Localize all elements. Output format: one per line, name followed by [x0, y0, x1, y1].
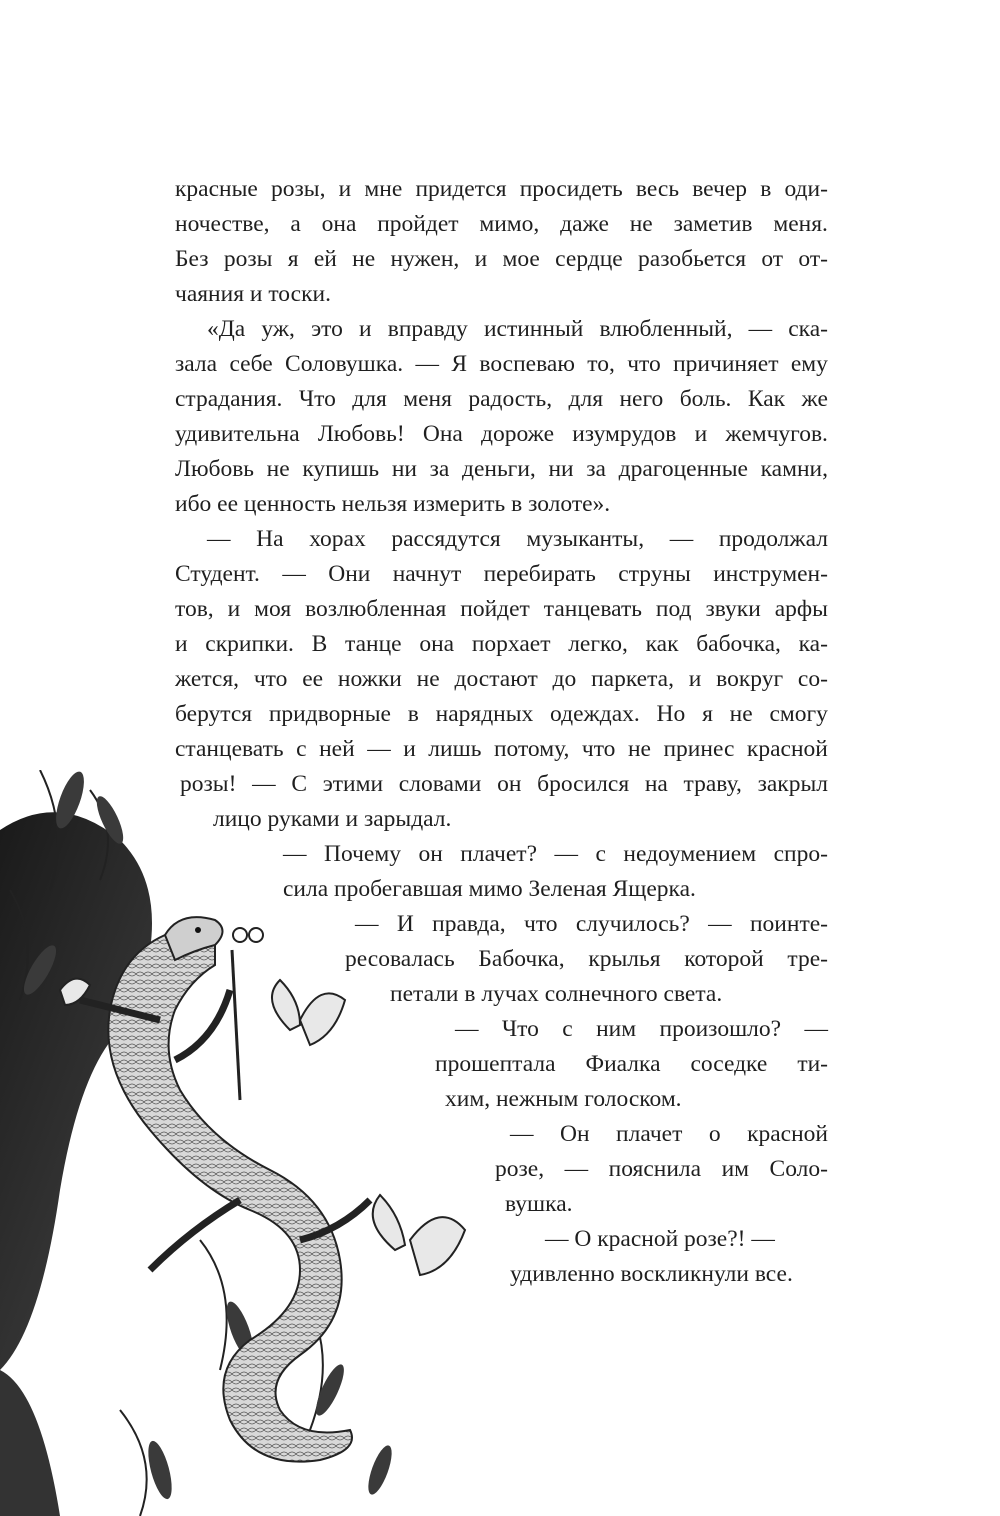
word: — [283, 841, 307, 867]
word: красной [747, 1121, 828, 1147]
word: розы! [180, 771, 237, 797]
word: ка- [798, 631, 828, 657]
word: продолжал [718, 526, 828, 552]
word: — [669, 526, 694, 552]
text-line [175, 489, 610, 519]
word: Она [422, 421, 463, 447]
word: пойдет [460, 596, 530, 622]
text-line [510, 1259, 793, 1289]
word: придется [415, 176, 507, 202]
word: Студент. [175, 561, 260, 587]
word: же [801, 386, 828, 412]
text-line [175, 594, 828, 624]
word: Что [501, 1016, 539, 1042]
word: танце [345, 631, 402, 657]
text-line [207, 524, 828, 554]
text-line [213, 804, 451, 834]
word: Но [656, 701, 686, 727]
word: порхает [471, 631, 551, 657]
word: И [396, 911, 414, 937]
word: ему [790, 351, 828, 377]
line-text: хим, нежным голоском. [445, 1086, 682, 1112]
word: о [708, 1121, 721, 1147]
word: ей [313, 246, 337, 272]
word: скрипки. [205, 631, 294, 657]
word: плачет? [460, 841, 538, 867]
text-line [175, 699, 828, 729]
word: Бабочка, [478, 946, 565, 972]
word: красной [746, 736, 828, 762]
text-line [175, 209, 828, 239]
word: и [694, 421, 708, 447]
word: ти- [797, 1051, 828, 1077]
word: от- [798, 246, 828, 272]
text-line [175, 559, 828, 589]
word: и [403, 736, 416, 762]
word: на [644, 771, 668, 797]
text-line [175, 279, 331, 309]
word: — [748, 316, 773, 342]
line-text: петали в лучах солнечного света. [390, 981, 723, 1007]
word: спро- [773, 841, 828, 867]
text-line [510, 1119, 828, 1149]
word: Я [451, 351, 468, 377]
text-line [175, 734, 828, 764]
text-line [207, 314, 828, 344]
word: ни [391, 456, 417, 482]
line-text: лицо руками и зарыдал. [213, 806, 452, 832]
word: воспеваю [479, 351, 575, 377]
word: уж, [261, 316, 295, 342]
word: за [586, 456, 606, 482]
text-line [455, 1014, 828, 1044]
word: станцевать [175, 736, 284, 762]
word: ска- [788, 316, 828, 342]
word: — [804, 1016, 828, 1042]
word: и [175, 631, 188, 657]
text-line [175, 664, 828, 694]
word: крылья [588, 946, 661, 972]
word: с [296, 736, 307, 762]
word: влюбленный, [599, 316, 733, 342]
word: и [474, 246, 488, 272]
word: ножки [337, 666, 402, 692]
word: «Да [207, 316, 246, 342]
word: купишь [302, 456, 380, 482]
word: струны [618, 561, 691, 587]
word: легко, [568, 631, 628, 657]
word: он [497, 771, 522, 797]
word: хорах [309, 526, 366, 552]
word: с [562, 1016, 573, 1042]
word: — [415, 351, 439, 377]
word: Соло- [769, 1156, 828, 1182]
word: поинте- [749, 911, 828, 937]
word: Соловушка. [285, 351, 404, 377]
word: него [619, 386, 664, 412]
word: то, [587, 351, 615, 377]
word: возлюбленная [305, 596, 447, 622]
word: случилось? [575, 911, 690, 937]
word: которой [684, 946, 764, 972]
word: рассядутся [391, 526, 501, 552]
word: вправду [387, 316, 468, 342]
line-text: ибо ее ценность нельзя измерить в золоте». [175, 491, 611, 517]
word: В [311, 631, 328, 657]
word: — [708, 911, 732, 937]
word: под [655, 596, 692, 622]
text-line [175, 384, 828, 414]
word: правда, [432, 911, 506, 937]
word: Они [328, 561, 371, 587]
word: Как [747, 386, 786, 412]
word: звуки [705, 596, 761, 622]
line-text: — О красной розе?! — [545, 1226, 775, 1252]
word: радость, [468, 386, 553, 412]
word: жемчугов. [725, 421, 828, 447]
word: она [321, 211, 357, 237]
word: вечер [692, 176, 748, 202]
word: не [629, 211, 653, 237]
word: С [291, 771, 307, 797]
word: причиняет [673, 351, 779, 377]
word: от [761, 246, 784, 272]
word: — [367, 736, 391, 762]
word: удивительна [175, 421, 300, 447]
word: моя [254, 596, 292, 622]
word: в [407, 701, 419, 727]
word: — [554, 841, 578, 867]
word: им [721, 1156, 750, 1182]
text-line [175, 349, 828, 379]
text-line [175, 174, 828, 204]
text-line [435, 1049, 828, 1079]
word: страдания. [175, 386, 283, 412]
word: танцевать [543, 596, 642, 622]
line-text: удивленно воскликнули все. [510, 1261, 793, 1287]
line-text: сила пробегавшая мимо Зеленая Ящерка. [283, 876, 696, 902]
word: и [688, 666, 702, 692]
word: и [359, 316, 372, 342]
word: Он [559, 1121, 590, 1147]
word: — [510, 1121, 534, 1147]
word: ни [548, 456, 574, 482]
word: что [627, 351, 661, 377]
word: розы, [271, 176, 326, 202]
word: и [227, 596, 241, 622]
word: боль. [679, 386, 732, 412]
word: произошло? [659, 1016, 782, 1042]
text-line [175, 244, 828, 274]
word: для [568, 386, 604, 412]
word: ее [302, 666, 324, 692]
word: недоумением [623, 841, 757, 867]
word: Что [298, 386, 336, 412]
word: это [311, 316, 343, 342]
word: паркета, [591, 666, 674, 692]
text-line [445, 1084, 682, 1114]
text-line [390, 979, 722, 1009]
word: зала [175, 351, 218, 377]
word: начнут [392, 561, 462, 587]
word: а [290, 211, 301, 237]
word: тов, [175, 596, 214, 622]
word: не [729, 701, 753, 727]
word: за [429, 456, 450, 482]
word: На [256, 526, 284, 552]
word: что [581, 736, 616, 762]
word: истинный [483, 316, 584, 342]
word: бросился [537, 771, 630, 797]
word: этими [322, 771, 384, 797]
word: я [702, 701, 713, 727]
word: — [252, 771, 276, 797]
word: тре- [787, 946, 828, 972]
word: розе, [495, 1156, 545, 1182]
word: арфы [774, 596, 828, 622]
word: пояснила [608, 1156, 702, 1182]
word: ней [319, 736, 355, 762]
word: сердце [555, 246, 623, 272]
text-line [283, 839, 828, 869]
text-line [283, 874, 696, 904]
text-line [175, 629, 828, 659]
word: камни, [760, 456, 828, 482]
word: заметив [673, 211, 753, 237]
word: принес [663, 736, 735, 762]
text-line [495, 1154, 828, 1184]
word: ним [596, 1016, 637, 1042]
word: жется, [175, 666, 240, 692]
word: что [253, 666, 288, 692]
word: со- [797, 666, 828, 692]
word: в [760, 176, 772, 202]
word: словами [398, 771, 482, 797]
word: — [564, 1156, 589, 1182]
word: плачет [616, 1121, 683, 1147]
word: изумрудов [572, 421, 677, 447]
word: потому, [493, 736, 570, 762]
text-line [175, 419, 828, 449]
word: мимо, [479, 211, 540, 237]
word: деньги, [462, 456, 536, 482]
word: одеждах. [550, 701, 640, 727]
word: она [419, 631, 455, 657]
word: инструмен- [713, 561, 828, 587]
word: достают [454, 666, 538, 692]
word: разобьется [638, 246, 747, 272]
word: — [355, 911, 379, 937]
word: мое [502, 246, 540, 272]
word: я [287, 246, 299, 272]
word: оди- [784, 176, 828, 202]
line-text: вушка. [505, 1191, 573, 1217]
word: драгоценные [618, 456, 748, 482]
word: не [352, 246, 376, 272]
text-line [505, 1189, 573, 1219]
word: Любовь! [317, 421, 405, 447]
word: нужен, [390, 246, 460, 272]
word: закрыл [757, 771, 828, 797]
word: весь [635, 176, 680, 202]
word: нарядных [435, 701, 534, 727]
word: бабочка, [696, 631, 781, 657]
word: Любовь [175, 456, 255, 482]
word: он [418, 841, 443, 867]
word: для [352, 386, 387, 412]
word: меня [403, 386, 452, 412]
word: прошептала [435, 1051, 556, 1077]
text-line [180, 769, 828, 799]
word: — [207, 526, 231, 552]
text-line [175, 454, 828, 484]
word: до [552, 666, 577, 692]
word: ночестве, [175, 211, 270, 237]
word: как [645, 631, 679, 657]
word: Фиалка [585, 1051, 661, 1077]
word: Без [175, 246, 209, 272]
word: даже [560, 211, 609, 237]
word: красные [175, 176, 258, 202]
word: ресовалась [345, 946, 455, 972]
word: вокруг [716, 666, 784, 692]
line-text: чаяния и тоски. [175, 281, 331, 307]
word: просидеть [519, 176, 623, 202]
word: не [627, 736, 651, 762]
word: — [455, 1016, 479, 1042]
text-line [345, 944, 828, 974]
word: мне [364, 176, 403, 202]
word: — [282, 561, 306, 587]
word: меня. [773, 211, 828, 237]
word: лишь [428, 736, 482, 762]
text-line [545, 1224, 775, 1254]
word: пройдет [377, 211, 459, 237]
word: соседке [690, 1051, 768, 1077]
word: дороже [481, 421, 555, 447]
word: не [266, 456, 290, 482]
word: придворные [268, 701, 391, 727]
word: с [595, 841, 606, 867]
word: перебирать [483, 561, 596, 587]
word: Почему [323, 841, 401, 867]
word: и [338, 176, 352, 202]
word: себе [229, 351, 273, 377]
word: смогу [769, 701, 828, 727]
word: что [524, 911, 558, 937]
text-line [355, 909, 828, 939]
word: музыканты, [526, 526, 645, 552]
word: розы [223, 246, 273, 272]
word: траву, [683, 771, 742, 797]
word: берутся [175, 701, 253, 727]
word: не [416, 666, 440, 692]
